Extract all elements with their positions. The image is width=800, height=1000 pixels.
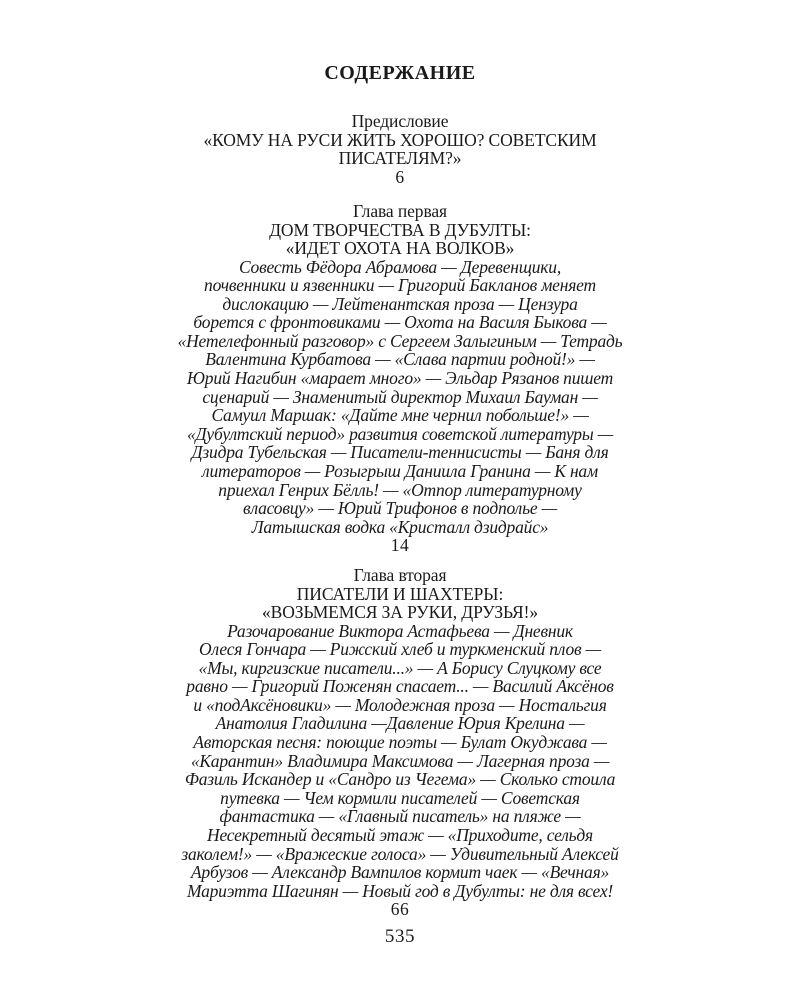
description-line: литераторов — Розыгрыш Даниила Гранина — К нам bbox=[202, 461, 598, 482]
description-line: приехал Генрих Бёлль! — «Отпор литературному bbox=[218, 479, 582, 500]
description-line: Самуил Маршак: «Дайте мне чернил побольше!» — bbox=[211, 405, 589, 426]
description-line: Латышская водка «Кристалл дзидрайс» bbox=[251, 516, 549, 537]
description-line: Дзидра Тубельская — Писатели-теннисисты — Баня для bbox=[191, 442, 609, 463]
section-heading bbox=[95, 131, 705, 168]
description-line: «Дубултский период» развития советской литературы — bbox=[186, 423, 614, 444]
page-folio-number: 535 bbox=[384, 926, 416, 947]
toc-section-preface bbox=[95, 112, 705, 186]
heading-line: «ИДЕТ ОХОТА НА ВОЛКОВ» bbox=[285, 238, 515, 258]
description-line: «Мы, киргизские писатели...» — А Борису Слуцкому все bbox=[198, 657, 602, 678]
description-line: путевка — Чем кормили писателей — Советская bbox=[220, 787, 580, 808]
section-label: Глава первая bbox=[352, 201, 447, 221]
section-label: Предисловие bbox=[351, 111, 449, 131]
description-line: заколем!» — «Вражеские голоса» — Удивительный Алексей bbox=[181, 843, 619, 864]
section-description bbox=[95, 258, 705, 537]
description-line: борется с фронтовиками — Охота на Василя Быкова — bbox=[193, 312, 607, 333]
description-line: Совесть Фёдора Абрамова — Деревенщики, bbox=[238, 256, 562, 277]
heading-line: ДОМ ТВОРЧЕСТВА В ДУБУЛТЫ: bbox=[269, 219, 531, 240]
description-line: Арбузов — Александр Вампилов кормит чаек — «Вечная» bbox=[190, 862, 610, 883]
toc-page bbox=[95, 0, 705, 1000]
page-title: СОДЕРЖАНИЕ bbox=[324, 62, 476, 84]
description-line: Несекретный десятый этаж — «Приходите, сельдя bbox=[207, 825, 593, 846]
section-page-number: 14 bbox=[390, 535, 410, 556]
description-line: Мариэтта Шагинян — Новый год в Дубулты: не для всех! bbox=[186, 880, 614, 901]
section-heading bbox=[95, 585, 705, 622]
description-line: и «подАксёновики» — Молодежная проза — Ностальгия bbox=[193, 694, 607, 715]
description-line: «Нетелефонный разговор» с Сергеем Залыгиным — Тетрадь bbox=[177, 330, 623, 351]
section-description bbox=[95, 622, 705, 901]
heading-line: «КОМУ НА РУСИ ЖИТЬ ХОРОШО? СОВЕТСКИМ bbox=[203, 129, 597, 150]
section-page-number: 66 bbox=[390, 899, 410, 920]
description-line: почвенники и язвенники — Григорий Бакланов меняет bbox=[204, 275, 596, 296]
description-line: Фазиль Искандер и «Сандро из Чегема» — Сколько стоила bbox=[184, 769, 616, 790]
description-line: сценарий — Знаменитый директор Михаил Бауман — bbox=[202, 386, 598, 407]
section-heading bbox=[95, 221, 705, 258]
description-line: Юрий Нагибин «марает много» — Эльдар Рязанов пишет bbox=[186, 368, 614, 389]
description-line: дислокацию — Лейтенантская проза — Цензура bbox=[222, 293, 578, 314]
description-line: Авторская песня: поющие поэты — Булат Окуджава — bbox=[193, 732, 607, 753]
toc-section-chapter-1 bbox=[95, 202, 705, 555]
description-line: Анатолия Гладилина —Давление Юрия Крелина — bbox=[215, 713, 585, 734]
description-line: Разочарование Виктора Астафьева — Дневник bbox=[227, 620, 573, 641]
description-line: власовцу» — Юрий Трифонов в подполье — bbox=[243, 498, 557, 519]
description-line: Олеся Гончара — Рижский хлеб и туркменский плов — bbox=[199, 639, 601, 660]
toc-section-chapter-2 bbox=[95, 566, 705, 919]
section-label: Глава вторая bbox=[353, 565, 447, 585]
section-page-number: 6 bbox=[395, 166, 405, 187]
heading-line: ПИСАТЕЛИ И ШАХТЕРЫ: bbox=[296, 583, 504, 604]
description-line: фантастика — «Главный писатель» на пляже — bbox=[219, 806, 581, 827]
heading-line: «ВОЗЬМЕМСЯ ЗА РУКИ, ДРУЗЬЯ!» bbox=[262, 602, 538, 622]
description-line: равно — Григорий Поженян спасает... — Василий Аксёнов bbox=[186, 676, 614, 697]
heading-line: ПИСАТЕЛЯМ?» bbox=[338, 148, 462, 168]
description-line: «Карантин» Владимира Максимова — Лагерная проза — bbox=[190, 750, 610, 771]
description-line: Валентина Курбатова — «Слава партии родной!» — bbox=[205, 349, 595, 370]
